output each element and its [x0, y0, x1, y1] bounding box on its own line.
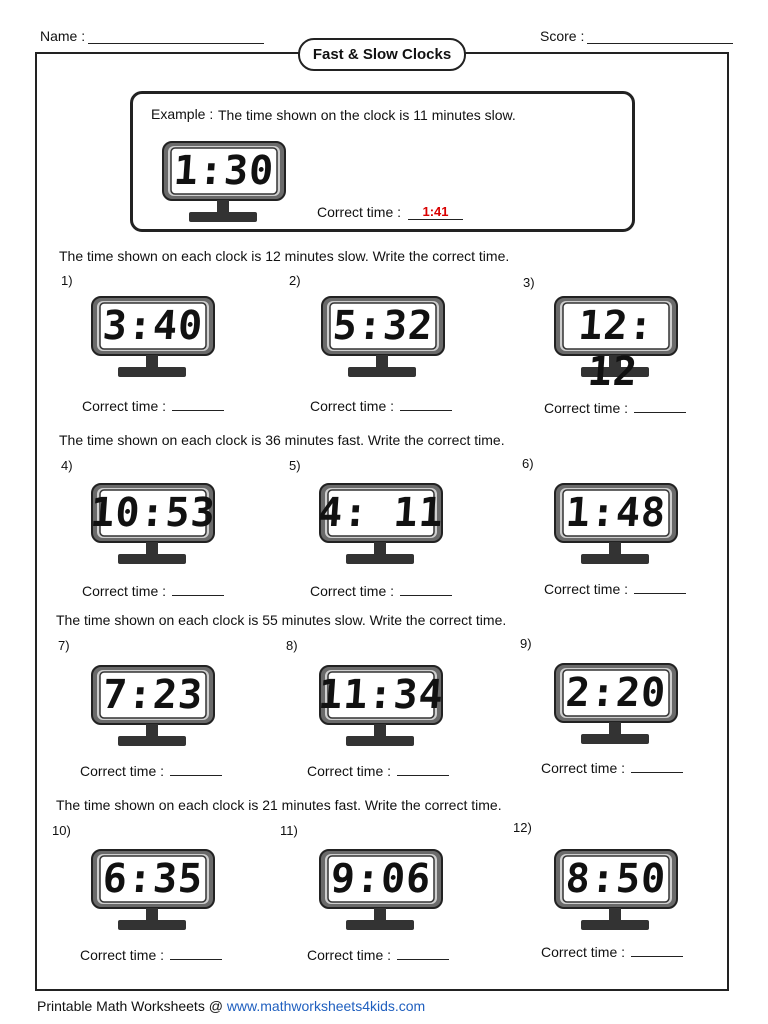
problem-number: 4): [61, 458, 73, 473]
clock-display: 2:20: [564, 670, 668, 716]
correct-time-field: [307, 763, 449, 779]
problem-number: 7): [58, 638, 70, 653]
problem-number: 10): [52, 823, 71, 838]
clock-display: 12: 12: [576, 303, 656, 395]
clock-display: 3:40: [101, 303, 205, 349]
correct-time-label: Correct time :: [82, 398, 167, 414]
correct-time-field: [541, 760, 683, 776]
correct-time-field: [82, 398, 224, 414]
correct-time-field: [310, 583, 452, 599]
footer: [37, 998, 425, 1014]
problem-number: 2): [289, 273, 301, 288]
problem-number: 6): [522, 456, 534, 471]
problem-clock: [553, 482, 679, 568]
section-1-instruction: The time shown on each clock is 12 minutes slow. Write the correct time.: [59, 248, 510, 264]
correct-time-label: Correct time :: [80, 947, 165, 963]
example-label: Example :: [151, 106, 214, 122]
example-text: The time shown on the clock is 11 minutes slow.: [218, 107, 516, 123]
answer-blank[interactable]: [634, 582, 686, 594]
answer-blank[interactable]: [400, 399, 452, 411]
example-box: [130, 91, 635, 232]
correct-time-field: [541, 944, 683, 960]
problem-clock: [90, 295, 216, 381]
correct-time-label: Correct time :: [307, 763, 392, 779]
problem-clock: [553, 662, 679, 748]
correct-time-label: Correct time :: [310, 583, 395, 599]
section-2-instruction: The time shown on each clock is 36 minutes fast. Write the correct time.: [59, 432, 505, 448]
problem-clock: [320, 295, 446, 381]
answer-blank[interactable]: [170, 948, 222, 960]
answer-blank[interactable]: [631, 945, 683, 957]
problem-number: 3): [523, 275, 535, 290]
score-input-line[interactable]: [587, 30, 733, 44]
answer-blank[interactable]: [634, 401, 686, 413]
section-4-instruction: The time shown on each clock is 21 minutes fast. Write the correct time.: [56, 797, 502, 813]
correct-time-field: [80, 947, 222, 963]
problem-number: 12): [513, 820, 532, 835]
problem-number: 9): [520, 636, 532, 651]
problem-clock: [90, 664, 216, 750]
section-3-instruction: The time shown on each clock is 55 minutes slow. Write the correct time.: [56, 612, 507, 628]
correct-time-field: [82, 583, 224, 599]
correct-time-label: Correct time :: [544, 400, 629, 416]
correct-time-field: [544, 400, 686, 416]
name-input-line[interactable]: [88, 30, 264, 44]
footer-link[interactable]: www.mathworksheets4kids.com: [226, 998, 426, 1014]
correct-time-label: Correct time :: [541, 760, 626, 776]
clock-display: 7:23: [101, 672, 205, 718]
example-correct-label: Correct time :: [317, 204, 402, 220]
name-field: [40, 28, 264, 44]
answer-blank[interactable]: [397, 948, 449, 960]
clock-display: 5:32: [331, 303, 435, 349]
correct-time-label: Correct time :: [82, 583, 167, 599]
clock-display: 1:30: [172, 148, 276, 194]
clock-display: 1:48: [564, 490, 668, 536]
answer-blank[interactable]: [172, 399, 224, 411]
correct-time-field: [310, 398, 452, 414]
clock-display: 6:35: [101, 856, 205, 902]
worksheet-title: Fast & Slow Clocks: [298, 38, 466, 71]
problem-clock: [318, 848, 444, 934]
example-clock: [161, 140, 287, 226]
correct-time-field: [307, 947, 449, 963]
clock-display: 10:53: [88, 490, 218, 536]
footer-text: Printable Math Worksheets @: [37, 998, 227, 1014]
answer-blank[interactable]: [631, 761, 683, 773]
problem-clock: [553, 295, 679, 395]
answer-blank[interactable]: [172, 584, 224, 596]
correct-time-field: [544, 581, 686, 597]
problem-number: 5): [289, 458, 301, 473]
correct-time-label: Correct time :: [310, 398, 395, 414]
clock-display: 9:06: [329, 856, 433, 902]
correct-time-label: Correct time :: [80, 763, 165, 779]
answer-blank[interactable]: [397, 764, 449, 776]
clock-display: 11:34: [316, 672, 446, 718]
correct-time-label: Correct time :: [544, 581, 629, 597]
clock-display: 8:50: [564, 856, 668, 902]
problem-clock: [318, 482, 444, 568]
problem-clock: [90, 482, 216, 568]
problem-clock: [90, 848, 216, 934]
score-field: [540, 28, 733, 44]
correct-time-field: [80, 763, 222, 779]
problem-number: 11): [280, 823, 298, 838]
name-label: Name :: [40, 28, 86, 44]
answer-blank[interactable]: [170, 764, 222, 776]
answer-blank[interactable]: [400, 584, 452, 596]
clock-display: 4: 11: [316, 490, 446, 536]
problem-clock: [553, 848, 679, 934]
problem-clock: [318, 664, 444, 750]
example-answer: 1:41: [408, 204, 463, 220]
problem-number: 1): [61, 273, 73, 288]
score-label: Score :: [540, 28, 585, 44]
problem-number: 8): [286, 638, 298, 653]
correct-time-label: Correct time :: [541, 944, 626, 960]
correct-time-label: Correct time :: [307, 947, 392, 963]
